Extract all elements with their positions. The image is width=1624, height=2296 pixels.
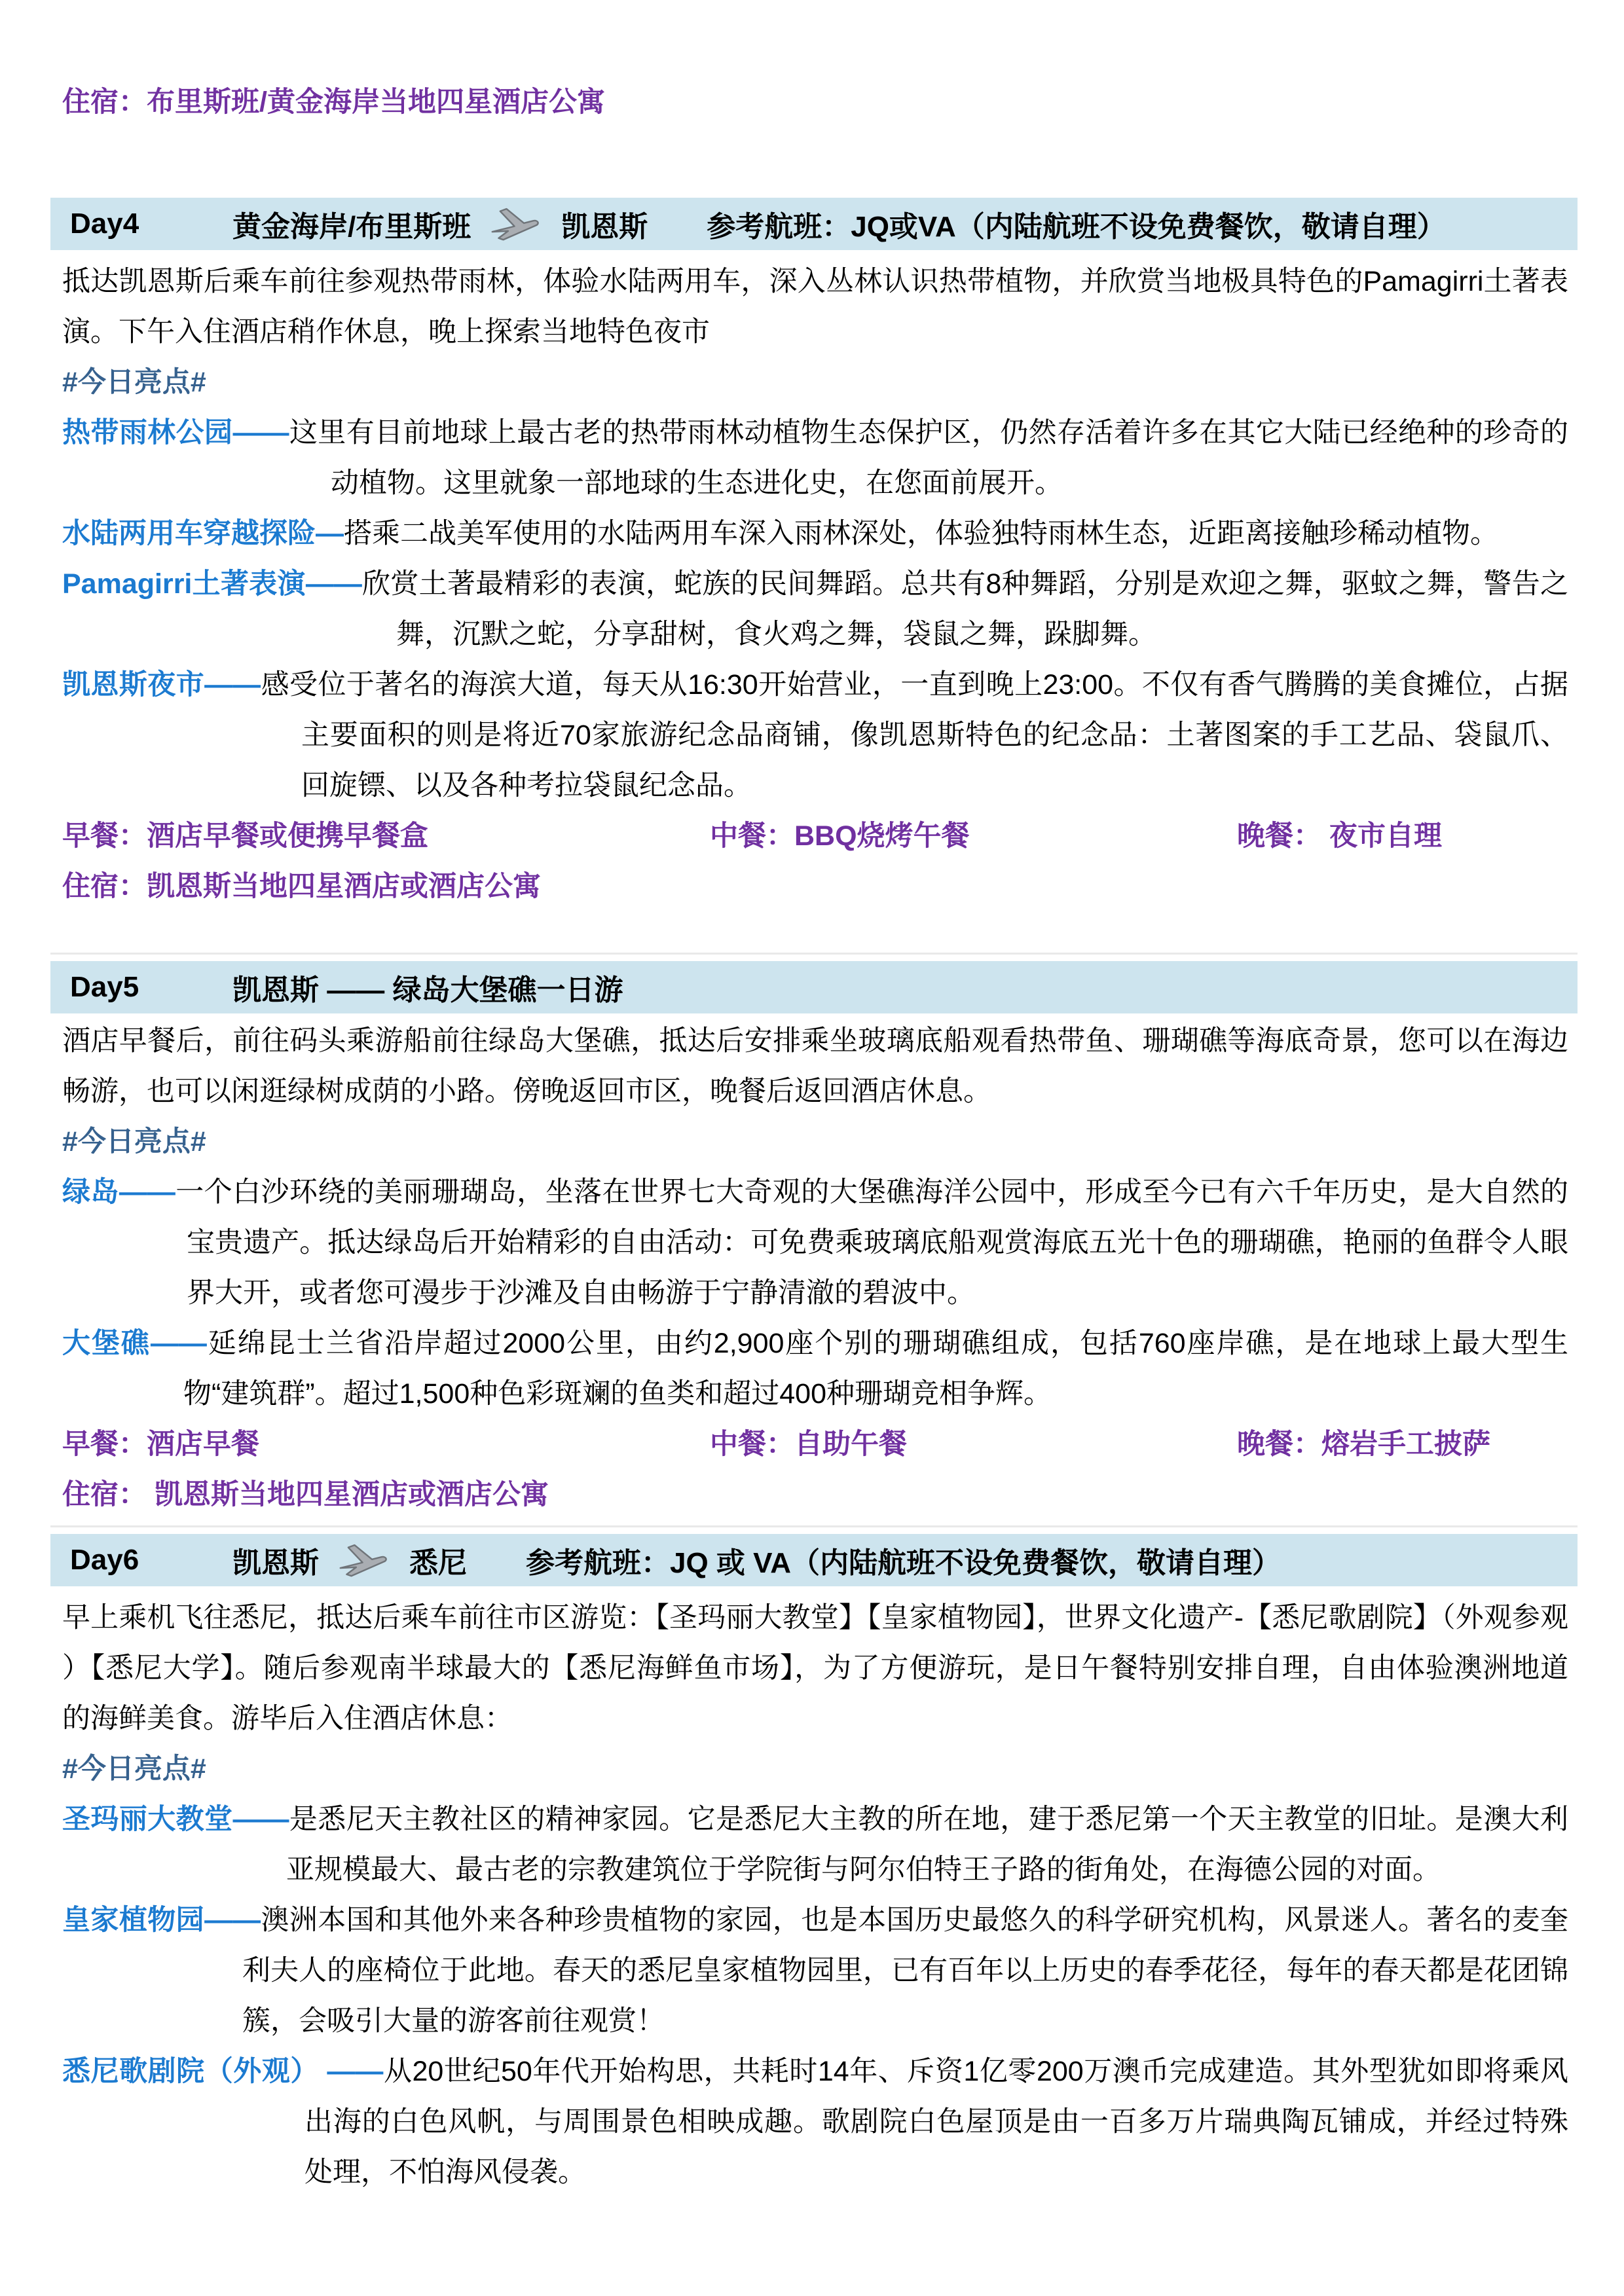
day6-header-bar	[50, 1534, 1578, 1586]
day6-route-to: 悉尼	[409, 1547, 467, 1579]
day5-label: Day5	[70, 971, 139, 1003]
highlight-st-marys-cathedral: 圣玛丽大教堂——是悉尼天主教社区的精神家园。它是悉尼大主教的所在地，建于悉尼第一个天主教堂的旧址。是澳大利亚规模最大、最古老的宗教建筑位于学院街与阿尔伯特王子路的街角处，在海德公园的对面。	[62, 1804, 1569, 1886]
airplane-icon	[490, 205, 542, 243]
highlight-royal-botanic-garden: 皇家植物园——澳洲本国和其他外来各种珍贵植物的家园，也是本国历史最悠久的科学研究机构，风景迷人。著名的麦奎利夫人的座椅位于此地。春天的悉尼皇家植物园里，已有百年以上历史的春季花径，每年的春天都是花团锦簇，会吸引大量的游客前往观赏！	[62, 1904, 1569, 2037]
lunch-info: 中餐：BBQ烧烤午餐	[710, 820, 970, 852]
day4-flight-note: 参考航班：JQ或VA（内陆航班不设免费餐饮，敬请自理）	[707, 211, 1446, 243]
highlight-green-island: 绿岛——一个白沙环绕的美丽珊瑚岛，坐落在世界七大奇观的大堡礁海洋公园中，形成至今已有六千年历史，是大自然的宝贵遗产。抵达绿岛后开始精彩的自由活动：可免费乘玻璃底船观赏海底五光十色的珊瑚礁，艳丽的鱼群令人眼界大开，或者您可漫步于沙滩及自由畅游于宁静清澈的碧波中。	[62, 1176, 1569, 1309]
day5-header-bar	[50, 961, 1578, 1013]
lodging-line-day3: 住宿：布里斯班/黄金海岸当地四星酒店公寓	[62, 86, 605, 118]
section-divider	[50, 953, 1578, 955]
highlight-text: 从20世纪50年代开始构思，共耗时14年、斥资1亿零200万澳币完成建造。其外型犹如即将乘风出海的白色风帆，与周围景色相映成趣。歌剧院白色屋顶是由一百多万片瑞典陶瓦铺成，并经过特殊处理，不怕海风侵袭。	[304, 2056, 1568, 2188]
day5-section	[62, 953, 1568, 1520]
day4-intro: 抵达凯恩斯后乘车前往参观热带雨林，体验水陆两用车，深入丛林认识热带植物，并欣赏当地极具特色的Pamagirri土著表演。下午入住酒店稍作休息，晚上探索当地特色夜市	[62, 266, 1568, 348]
day5-meals-line	[62, 1419, 1568, 1470]
dash: ——	[119, 1176, 175, 1208]
highlight-rainforest-park: 热带雨林公园——这里有目前地球上最古老的热带雨林动植物生态保护区，仍然存活着许多在其它大陆已经绝种的珍奇的动植物。这里就象一部地球的生态进化史，在您面前展开。	[62, 417, 1569, 499]
highlight-text: 感受位于著名的海滨大道，每天从16:30开始营业，一直到晚上23:00。不仅有香气腾腾的美食摊位，占据主要面积的则是将近70家旅游纪念品商铺，像凯恩斯特色的纪念品：土著图案的手工艺品、袋鼠爪、回旋镖、以及各种考拉袋鼠纪念品。	[261, 669, 1568, 801]
highlight-text: 这里有目前地球上最古老的热带雨林动植物生态保护区，仍然存活着许多在其它大陆已经绝种的珍奇的动植物。这里就象一部地球的生态进化史，在您面前展开。	[289, 417, 1569, 499]
dash: ——	[204, 1904, 261, 1936]
day4-highlights-title: #今日亮点#	[62, 367, 206, 398]
highlight-text: 一个白沙环绕的美丽珊瑚岛，坐落在世界七大奇观的大堡礁海洋公园中，形成至今已有六千年历史，是大自然的宝贵遗产。抵达绿岛后开始精彩的自由活动：可免费乘玻璃底船观赏海底五光十色的珊瑚礁，艳丽的鱼群令人眼界大开，或者您可漫步于沙滩及自由畅游于宁静清澈的碧波中。	[175, 1176, 1569, 1309]
dinner-info: 晚餐：熔岩手工披萨	[1237, 1429, 1490, 1460]
highlight-text: 是悉尼天主教社区的精神家园。它是悉尼大主教的所在地，建于悉尼第一个天主教堂的旧址。是澳大利亚规模最大、最古老的宗教建筑位于学院街与阿尔伯特王子路的街角处，在海德公园的对面。	[286, 1804, 1569, 1886]
highlight-text: 搭乘二战美军使用的水陆两用车深入雨林深处，体验独特雨林生态，近距离接触珍稀动植物。	[344, 518, 1498, 549]
dash: —	[316, 518, 344, 549]
lunch-info: 中餐：自助午餐	[710, 1429, 907, 1460]
breakfast-info: 早餐：酒店早餐或便携早餐盒	[62, 820, 428, 852]
day5-route-title: 凯恩斯 —— 绿岛大堡礁一日游	[232, 974, 623, 1006]
day6-label: Day6	[70, 1544, 139, 1576]
dash: ——	[204, 669, 261, 701]
day6-highlights-title: #今日亮点#	[62, 1753, 206, 1785]
day4-route-from: 黄金海岸/布里斯班	[232, 211, 471, 243]
highlight-pamagirri-show: Pamagirri土著表演——欣赏土著最精彩的表演，蛇族的民间舞蹈。总共有8种舞蹈，分别是欢迎之舞，驱蚊之舞，警告之舞，沉默之蛇，分享甜树，食火鸡之舞，袋鼠之舞，跺脚舞。	[62, 568, 1569, 650]
dash: ——	[232, 417, 289, 448]
day5-intro: 酒店早餐后，前往码头乘游船前往绿岛大堡礁，抵达后安排乘坐玻璃底船观看热带鱼、珊瑚礁等海底奇景，您可以在海边畅游，也可以闲逛绿树成荫的小路。傍晚返回市区，晚餐后返回酒店休息。	[62, 1025, 1568, 1107]
day4-lodging-line: 住宿：凯恩斯当地四星酒店或酒店公寓	[62, 871, 541, 902]
highlight-army-duck: 水陆两用车穿越探险—搭乘二战美军使用的水陆两用车深入雨林深处，体验独特雨林生态，近距离接触珍稀动植物。	[62, 518, 1498, 549]
section-divider	[50, 1525, 1578, 1527]
dash: ——	[327, 2056, 384, 2087]
highlight-cairns-night-market: 凯恩斯夜市——感受位于著名的海滨大道，每天从16:30开始营业，一直到晚上23:00。不仅有香气腾腾的美食摊位，占据主要面积的则是将近70家旅游纪念品商铺，像凯恩斯特色的纪念品：土著图案的手工艺品、袋鼠爪、回旋镖、以及各种考拉袋鼠纪念品。	[62, 669, 1568, 801]
highlight-text: 延绵昆士兰省沿岸超过2000公里，由约2,900座个别的珊瑚礁组成，包括760座岸礁，是在地球上最大型生物“建筑群”。超过1,500种色彩斑斓的鱼类和超过400种珊瑚竞相争辉。	[183, 1328, 1568, 1410]
day5-lodging-line: 住宿： 凯恩斯当地四星酒店或酒店公寓	[62, 1479, 549, 1510]
day4-label: Day4	[70, 208, 139, 240]
highlight-text: 欣赏土著最精彩的表演，蛇族的民间舞蹈。总共有8种舞蹈，分别是欢迎之舞，驱蚊之舞，警告之舞，沉默之蛇，分享甜树，食火鸡之舞，袋鼠之舞，跺脚舞。	[361, 568, 1569, 650]
day4-meals-line	[62, 811, 1568, 862]
highlight-great-barrier-reef: 大堡礁——延绵昆士兰省沿岸超过2000公里，由约2,900座个别的珊瑚礁组成，包括760座岸礁，是在地球上最大型生物“建筑群”。超过1,500种色彩斑斓的鱼类和超过400种珊瑚竞相争辉。	[62, 1328, 1568, 1410]
day4-route-to: 凯恩斯	[561, 211, 648, 243]
day4-section	[62, 198, 1568, 912]
day4-header-bar	[50, 198, 1578, 250]
dinner-info: 晚餐： 夜市自理	[1237, 820, 1442, 852]
dash: ——	[232, 1804, 289, 1835]
day6-intro: 早上乘机飞往悉尼，抵达后乘车前往市区游览：【圣玛丽大教堂】【皇家植物园】，世界文化遗产-【悉尼歌剧院】（外观参观 ）【悉尼大学】。随后参观南半球最大的【悉尼海鲜鱼市场】，为了方便游玩，是日午餐特别安排自理，自由体验澳洲地道的海鲜美食。游毕后入住酒店休息：	[62, 1602, 1568, 1734]
day6-route-from: 凯恩斯	[232, 1547, 319, 1579]
day6-flight-note: 参考航班：JQ 或 VA（内陆航班不设免费餐饮，敬请自理）	[526, 1547, 1281, 1579]
dash: ——	[305, 568, 362, 600]
airplane-icon	[339, 1541, 390, 1579]
breakfast-info: 早餐：酒店早餐	[62, 1429, 259, 1460]
highlight-sydney-opera-house: 悉尼歌剧院（外观） ——从20世纪50年代开始构思，共耗时14年、斥资1亿零200万澳币完成建造。其外型犹如即将乘风出海的白色风帆，与周围景色相映成趣。歌剧院白色屋顶是由一百多万片瑞典陶瓦铺成，并经过特殊处理，不怕海风侵袭。	[62, 2056, 1568, 2188]
highlight-text: 澳洲本国和其他外来各种珍贵植物的家园，也是本国历史最悠久的科学研究机构，风景迷人。著名的麦奎利夫人的座椅位于此地。春天的悉尼皇家植物园里，已有百年以上历史的春季花径，每年的春天都是花团锦簇，会吸引大量的游客前往观赏！	[242, 1904, 1569, 2037]
dash: ——	[150, 1328, 207, 1359]
day6-section	[62, 1525, 1568, 2198]
day5-highlights-title: #今日亮点#	[62, 1126, 206, 1157]
